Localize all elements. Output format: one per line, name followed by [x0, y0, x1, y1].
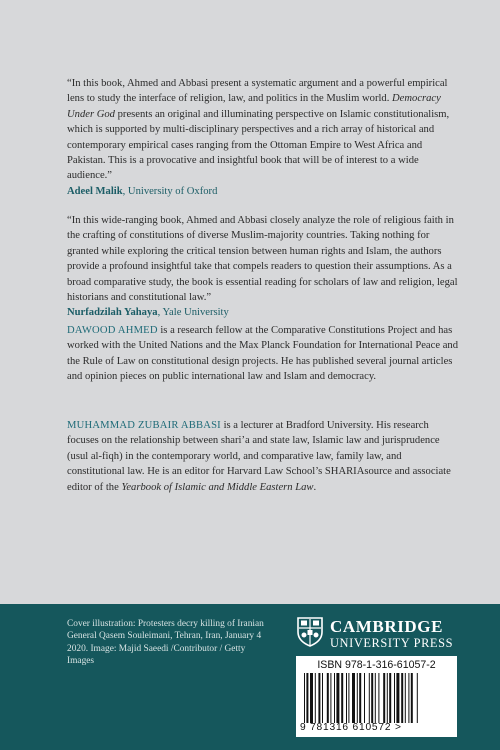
barcode-digits: 9 781316 610572 > [300, 722, 402, 733]
bio-2-yearbook-title: Yearbook of Islamic and Middle Eastern Law [121, 481, 314, 493]
barcode-bars [304, 673, 452, 723]
quote-2-affiliation: , Yale University [157, 307, 229, 319]
barcode-stripe [378, 673, 379, 723]
cover-illustration-credit: Cover illustration: Protesters decry killing of Iranian General Qasem Souleimani, Tehran, Iran, January 4 2020. Image: Majid Saeedi /Contributor / Getty Images [67, 619, 264, 666]
quote-1-text-part: “In this book, Ahmed and Abbasi present a systematic argument and a powerful empirical lens to study the interface of religion, law, and politics in the Muslim world. [67, 78, 448, 105]
barcode-stripe [396, 673, 399, 723]
barcode-stripe [417, 673, 418, 723]
publisher-logo [297, 617, 467, 657]
barcode-stripe [375, 673, 376, 723]
quote-1-book-title: Democracy Under God [67, 93, 441, 120]
isbn-number: ISBN 978-1-316-61057-2 [317, 659, 436, 671]
publisher-subtitle: UNIVERSITY PRESS [330, 636, 454, 650]
barcode-stripe [346, 673, 347, 723]
barcode-stripe [408, 673, 409, 723]
barcode-stripe [405, 673, 406, 723]
quote-1-affiliation: , University of Oxford [122, 185, 218, 197]
barcode-stripe [315, 673, 316, 723]
quote-1-text-part: presents an original and illuminating perspective on Islamic constitutionalism, which is supported by multi-disciplinary perspectives and a rich array of historical and contemporary empirical cases ranging from the Ottoman Empire to West Africa and Pakistan. This is a provocative and insightful book that will be of interest to a wide audience.” [67, 108, 450, 182]
barcode-stripe [322, 673, 323, 723]
bio-2-body-end: . [313, 481, 317, 493]
barcode-stripe [334, 673, 335, 723]
barcode-stripe [364, 673, 365, 723]
bio-1-text [67, 323, 459, 385]
barcode-stripe [357, 673, 358, 723]
barcode-stripe [352, 673, 355, 723]
bio-1-name: DAWOOD AHMED [67, 325, 158, 336]
barcode-stripe [348, 673, 349, 723]
isbn-barcode [296, 656, 457, 737]
barcode-stripe [369, 673, 370, 723]
barcode-stripe [394, 673, 395, 723]
barcode-stripe [336, 673, 339, 723]
barcode-stripe [383, 673, 385, 723]
barcode-stripe [387, 673, 388, 723]
barcode-stripe [304, 673, 305, 723]
barcode-stripe [330, 673, 331, 723]
author-bio-1 [67, 323, 459, 385]
barcode-stripe [359, 673, 361, 723]
barcode-stripe [310, 673, 313, 723]
barcode-stripe [327, 673, 329, 723]
cambridge-shield-icon [297, 617, 323, 647]
barcode-stripe [389, 673, 391, 723]
quote-1-text [67, 76, 459, 184]
endorsement-quote-2 [67, 213, 459, 321]
author-bio-2 [67, 418, 459, 495]
barcode-stripe [341, 673, 343, 723]
bio-1-body: is a research fellow at the Comparative Constitutions Project and has worked with the United Nations and the Max Planck Foundation for International Peace and the Rule of Law on constitutional design projects. He has published several journal articles and opinion pieces on public international law and Islam and democracy. [67, 325, 458, 383]
quote-2-attribution [67, 305, 459, 320]
quote-1-author: Adeel Malik [67, 185, 123, 197]
bio-2-body: is a lecturer at Bradford University. His research focuses on the relationship between shari’a and state law, Islamic law and jurisprudence (usul al-fiqh) in the contemporary world, and comparative law, family law, and constitutional law. He is an editor for Harvard Law School’s SHARIAsource and associate editor of the [67, 420, 451, 493]
publisher-name: CAMBRIDGE [330, 617, 444, 636]
bio-2-text [67, 418, 459, 495]
quote-2-author: Nurfadzilah Yahaya [67, 307, 158, 319]
barcode-stripe [411, 673, 413, 723]
quote-1-attribution [67, 184, 459, 199]
barcode-stripe [401, 673, 403, 723]
endorsement-quote-1 [67, 76, 459, 199]
quote-2-text: “In this wide-ranging book, Ahmed and Abbasi closely analyze the role of religious faith in the crafting of constitutions of diverse Muslim-majority countries. Taking nothing for granted while exploring the critical tension between human rights and Islam, the authors provide a profound insightful take that compels readers to question their assumptions. As a broad comparative study, the book is essential reading for scholars of law and religion, legal historians and constitutional law.” [67, 215, 458, 304]
barcode-stripe [371, 673, 373, 723]
barcode-stripe [318, 673, 320, 723]
barcode-stripe [306, 673, 308, 723]
bio-2-name: MUHAMMAD ZUBAIR ABBASI [67, 420, 221, 431]
